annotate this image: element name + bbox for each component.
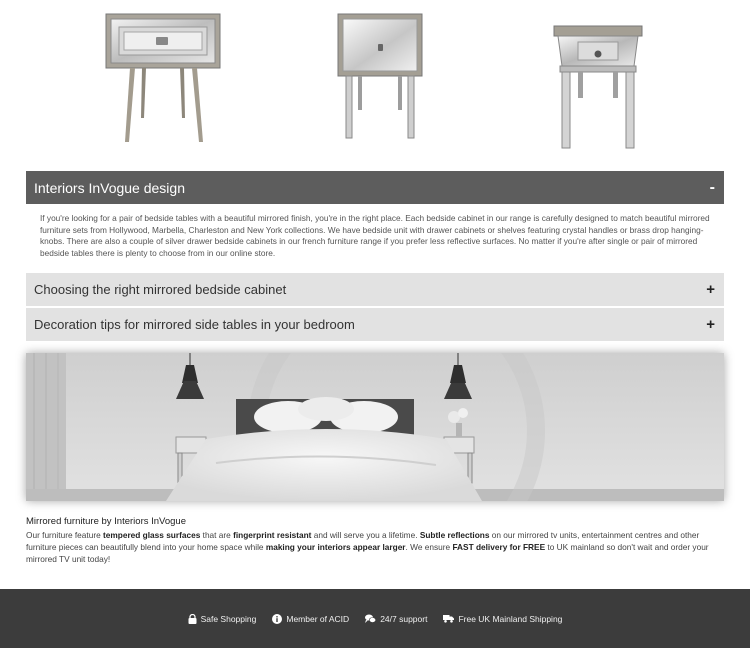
collapse-icon[interactable]: - xyxy=(709,178,715,196)
accordion-title: Choosing the right mirrored bedside cabinet xyxy=(34,282,287,297)
text-fragment: Our furniture feature xyxy=(26,530,104,540)
bold-fragment: tempered glass surfaces xyxy=(103,530,201,540)
product-gallery xyxy=(0,0,750,165)
footer-item-label: Member of ACID xyxy=(286,613,350,624)
bold-fragment: making your interiors appear larger xyxy=(265,542,406,552)
info-icon xyxy=(272,614,282,624)
footer-item-label: Safe Shopping xyxy=(200,613,257,624)
text-fragment: on our mirrored tv units, entertainment centres and other furniture pieces can beautifully blend into your home space while xyxy=(26,530,700,552)
product-image-3[interactable] xyxy=(550,8,646,154)
lock-icon xyxy=(188,614,197,624)
footer-support[interactable] xyxy=(365,614,427,624)
footer-item-label: 24/7 support xyxy=(380,613,428,624)
bedroom-banner-image xyxy=(26,353,724,501)
footer-item-label: Free UK Mainland Shipping xyxy=(458,613,563,624)
text-fragment: and will serve you a lifetime. xyxy=(311,530,420,540)
text-fragment: to UK mainland so don't wait and order your mirrored TV unit today! xyxy=(26,542,709,564)
footer-safe-shopping[interactable] xyxy=(188,614,257,624)
info-title: Mirrored furniture by Interiors InVogue xyxy=(26,516,186,527)
truck-icon xyxy=(443,614,454,623)
accordion-title: Interiors InVogue design xyxy=(34,179,185,196)
product-image-1[interactable] xyxy=(102,8,224,148)
bold-fragment: fingerprint resistant xyxy=(233,530,312,540)
text-fragment: . We ensure xyxy=(405,542,453,552)
text-fragment: that are xyxy=(200,530,234,540)
footer-features xyxy=(0,589,750,648)
bold-fragment: Subtle reflections xyxy=(419,530,490,540)
bold-fragment: FAST delivery for FREE xyxy=(452,542,546,552)
expand-icon[interactable]: + xyxy=(706,281,715,298)
footer-member-acid[interactable] xyxy=(272,614,349,624)
accordion-header-choosing[interactable] xyxy=(26,273,724,306)
accordion-header-design[interactable] xyxy=(26,171,724,204)
footer-free-shipping[interactable] xyxy=(443,614,562,624)
info-section xyxy=(26,516,724,565)
product-image-2[interactable] xyxy=(332,8,428,148)
accordion-title: Decoration tips for mirrored side tables in your bedroom xyxy=(34,317,355,332)
accordion-body-design: If you're looking for a pair of bedside tables with a beautiful mirrored finish, you're in the right place. Each bedside cabinet in our range is carefully designed to match beautiful mirrored furniture sets from Hollywood, Marbella, Charleston and New York collections. We have bedside unit with drawer cabinets or shelves featuring crystal handles or brass drop hanging-knobs. There are also a couple of silver drawer bedside cabinets in our french furniture range if you prefer less reflective surfaces. No matter if you're after single or pair of mirrored bedside tables there is plenty to choose from in our online store. xyxy=(40,213,710,259)
chat-icon xyxy=(365,614,376,624)
accordion-header-decoration[interactable] xyxy=(26,308,724,341)
expand-icon[interactable]: + xyxy=(706,316,715,333)
info-paragraph xyxy=(26,529,724,565)
